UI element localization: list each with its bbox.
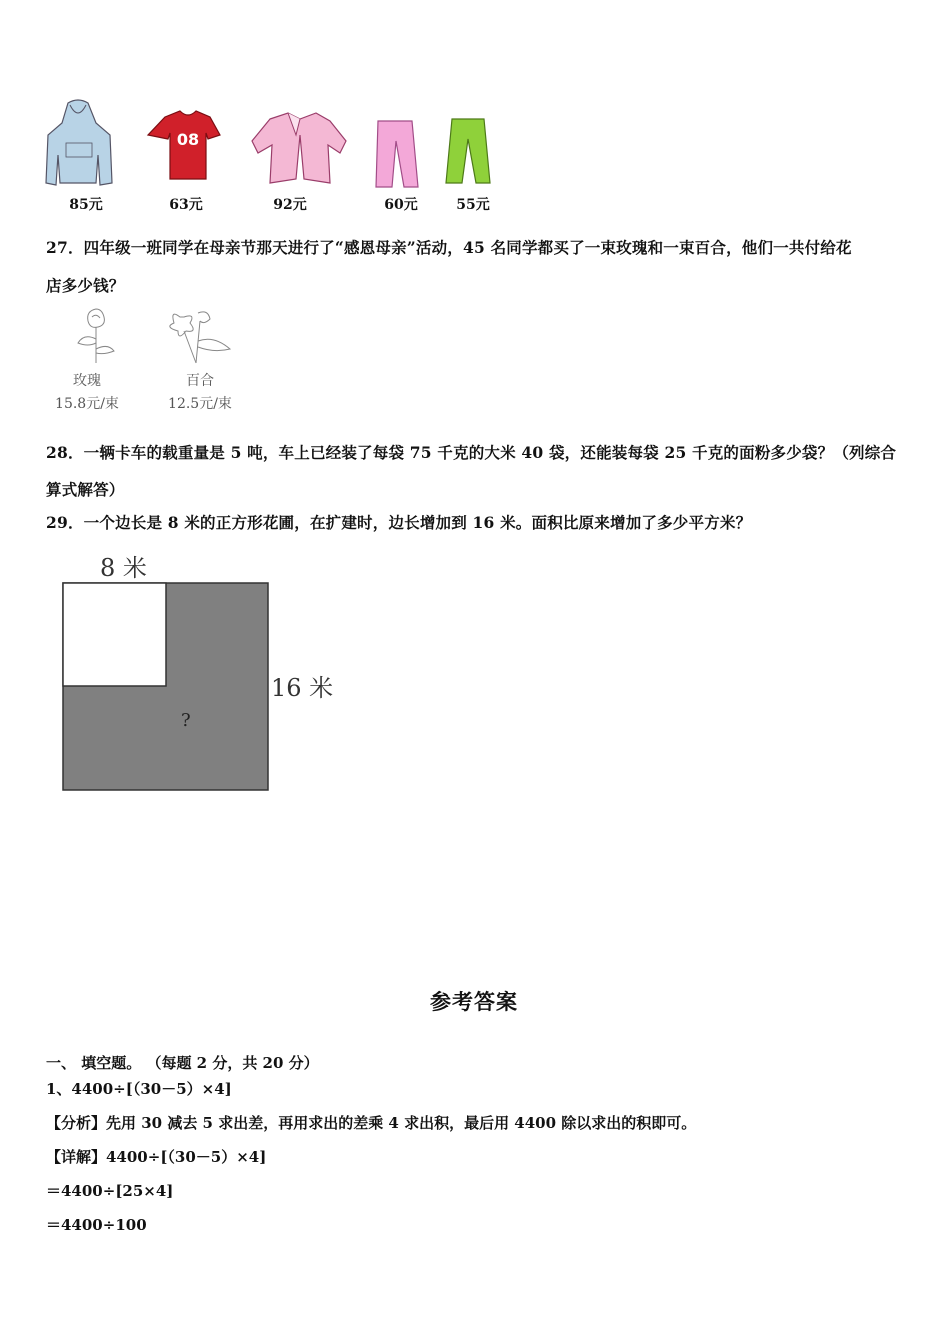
q29-line1: 29．一个边长是 8 米的正方形花圃，在扩建时，边长增加到 16 米。面积比原来增加了多少平方米？ xyxy=(46,513,752,532)
hoodie-icon xyxy=(46,100,112,185)
answer-step-1: ＝4400÷[25×4] xyxy=(46,1182,174,1200)
tshirt-icon xyxy=(148,111,220,179)
rose-price: 15.8元/束 xyxy=(55,396,119,412)
label-16m: 16 米 xyxy=(271,674,334,702)
label-8m: 8 米 xyxy=(100,554,147,582)
answers-section: 一、 填空题。 （每题 2 分，共 20 分） xyxy=(46,1054,319,1072)
flower-illustrations xyxy=(60,305,260,375)
pink-pants-icon xyxy=(376,121,418,187)
answer-detail: 【详解】4400÷[（30－5）×4] xyxy=(46,1148,267,1166)
answer-step-2: ＝4400÷100 xyxy=(46,1216,147,1234)
price-jacket: 92元 xyxy=(273,197,307,213)
small-square xyxy=(63,583,166,686)
green-pants-icon xyxy=(446,119,490,183)
answer-analysis: 【分析】先用 30 减去 5 求出差，再用求出的差乘 4 求出积，最后用 4400 除以求出的积即可。 xyxy=(46,1114,697,1132)
price-pink-pants: 60元 xyxy=(384,197,418,213)
q27-line1: 27．四年级一班同学在母亲节那天进行了“感恩母亲”活动，45 名同学都买了一束玫瑰和一束百合，他们一共付给花 xyxy=(46,238,852,257)
rose-name: 玫瑰 xyxy=(73,373,101,389)
clothes-illustrations xyxy=(0,95,560,195)
answers-title: 参考答案 xyxy=(430,989,518,1014)
price-green-pants: 55元 xyxy=(456,197,490,213)
answer-1: 1、4400÷[（30－5）×4] xyxy=(46,1080,232,1098)
lily-name: 百合 xyxy=(186,373,214,389)
tshirt-print: 08 xyxy=(176,130,200,149)
price-tshirt: 63元 xyxy=(169,197,203,213)
lily-price: 12.5元/束 xyxy=(168,396,232,412)
lily-icon xyxy=(170,312,230,363)
q28-line2: 算式解答） xyxy=(46,480,125,499)
price-hoodie: 85元 xyxy=(69,197,103,213)
label-question: ? xyxy=(181,710,191,731)
square-diagram xyxy=(62,582,270,792)
rose-icon xyxy=(78,309,114,363)
q28-line1: 28．一辆卡车的载重量是 5 吨，车上已经装了每袋 75 千克的大米 40 袋，还能装每袋 25 千克的面粉多少袋？（列综合 xyxy=(46,443,897,462)
jacket-icon xyxy=(252,113,346,183)
q27-line2: 店多少钱？ xyxy=(46,276,125,295)
